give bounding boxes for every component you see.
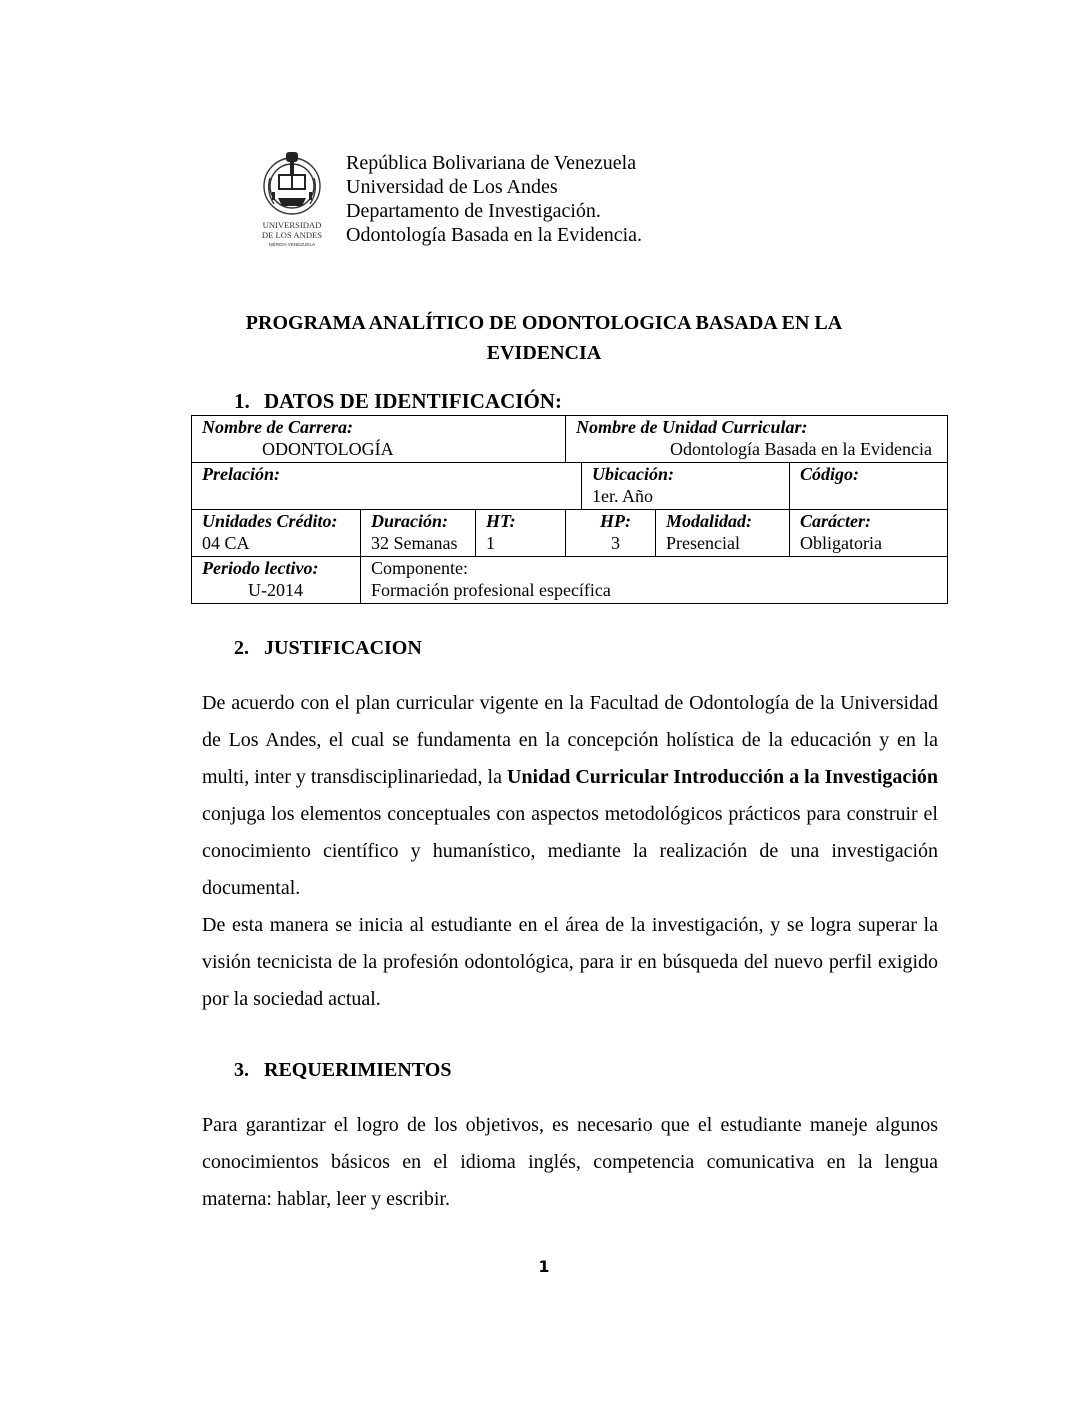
- paragraph-bold-text: Unidad Curricular Introducción a la Investigación: [506, 766, 938, 788]
- document-title-line2: EVIDENCIA: [486, 342, 602, 364]
- table-row: [192, 557, 948, 604]
- ubicacion-value: 1er. Año: [592, 486, 654, 506]
- section-title: JUSTIFICACION: [264, 637, 422, 659]
- codigo-cell: [790, 463, 948, 510]
- section-heading-justificacion: [234, 637, 422, 660]
- header-line-university: Universidad de Los Andes: [346, 176, 558, 198]
- prelacion-cell: [192, 463, 582, 510]
- componente-label: Componente:: [371, 558, 468, 578]
- hp-label: HP:: [600, 511, 632, 531]
- duracion-value: 32 Semanas: [371, 533, 458, 553]
- logo-text-line2: DE LOS ANDES: [261, 230, 323, 240]
- section-heading-requerimientos: [234, 1059, 451, 1082]
- creditos-label: Unidades Crédito:: [202, 511, 338, 531]
- caracter-label: Carácter:: [800, 511, 872, 531]
- creditos-cell: [192, 510, 361, 557]
- codigo-label: Código:: [800, 464, 860, 484]
- logo-text-line3: MÉRIDA VENEZUELA: [268, 242, 316, 247]
- paragraph-text: conjuga los elementos conceptuales con aspectos metodológicos prácticos para construir el conocimiento científico y humanístico, mediante la realización de una investigación documental.: [202, 803, 938, 899]
- header-line-subject: Odontología Basada en la Evidencia.: [346, 224, 643, 246]
- header-line-republic: República Bolivariana de Venezuela: [346, 152, 637, 174]
- caracter-cell: [790, 510, 948, 557]
- modalidad-cell: [656, 510, 790, 557]
- componente-value: Formación profesional específica: [371, 580, 611, 600]
- duracion-cell: [361, 510, 476, 557]
- page-number: 1: [538, 1257, 550, 1276]
- section-number: 1.: [234, 389, 250, 413]
- periodo-label: Periodo lectivo:: [202, 558, 319, 578]
- ht-cell: [476, 510, 566, 557]
- carrera-label: Nombre de Carrera:: [202, 417, 353, 437]
- header-line-department: Departamento de Investigación.: [346, 200, 601, 222]
- ubicacion-cell: [582, 463, 790, 510]
- document-title: [200, 308, 888, 368]
- modalidad-value: Presencial: [666, 533, 740, 553]
- ht-label: HT:: [486, 511, 516, 531]
- paragraph-text: De acuerdo con el plan curricular vigente en la Facultad de Odontología de la Universidad de Los Andes, el cual se fundamenta en la concepción holística de la educación y en la multi, inter y transdisciplinariedad, la: [202, 692, 938, 788]
- document-header: [256, 148, 736, 258]
- institution-lines: [346, 151, 642, 247]
- ubicacion-label: Ubicación:: [592, 464, 674, 484]
- ht-value: 1: [486, 533, 495, 553]
- modalidad-label: Modalidad:: [666, 511, 753, 531]
- table-row: [192, 463, 948, 510]
- section-title: DATOS DE IDENTIFICACIÓN:: [264, 389, 562, 413]
- section-heading-identificacion: [234, 389, 562, 414]
- justificacion-paragraph-2: De esta manera se inicia al estudiante en el área de la investigación, y se logra superar la visión tecnicista de la profesión odontológica, para ir en búsqueda del nuevo perfil exigido por la sociedad actual.: [202, 914, 938, 1010]
- identification-table: [191, 415, 948, 604]
- hp-cell: [566, 510, 656, 557]
- componente-cell: [361, 557, 948, 604]
- table-row: [192, 510, 948, 557]
- unidad-curricular-value: Odontología Basada en la Evidencia: [670, 439, 932, 459]
- prelacion-label: Prelación:: [202, 464, 280, 484]
- unidad-curricular-label: Nombre de Unidad Curricular:: [576, 417, 808, 437]
- requerimientos-body: [202, 1107, 938, 1218]
- justificacion-paragraph-1: [202, 685, 938, 907]
- section-number: 3.: [234, 1059, 249, 1081]
- caracter-value: Obligatoria: [800, 533, 882, 553]
- university-logo-icon: [256, 148, 328, 256]
- justificacion-body: [202, 685, 938, 1018]
- logo-text-line1: UNIVERSIDAD: [262, 220, 322, 230]
- carrera-value: ODONTOLOGÍA: [262, 439, 394, 459]
- carrera-cell: [192, 416, 566, 463]
- unidad-curricular-cell: [566, 416, 948, 463]
- table-row: [192, 416, 948, 463]
- document-title-line1: PROGRAMA ANALÍTICO DE ODONTOLOGICA BASADA EN LA: [245, 312, 843, 334]
- hp-value: 3: [611, 533, 621, 553]
- creditos-value: 04 CA: [202, 533, 250, 553]
- section-title: REQUERIMIENTOS: [264, 1059, 452, 1081]
- duracion-label: Duración:: [371, 511, 449, 531]
- periodo-value: U-2014: [248, 580, 303, 600]
- section-number: 2.: [234, 637, 249, 659]
- requerimientos-paragraph-1: Para garantizar el logro de los objetivos, es necesario que el estudiante maneje algunos conocimientos básicos en el idioma inglés, competencia comunicativa en la lengua materna: hablar, leer y escribir.: [202, 1114, 938, 1210]
- periodo-cell: [192, 557, 361, 604]
